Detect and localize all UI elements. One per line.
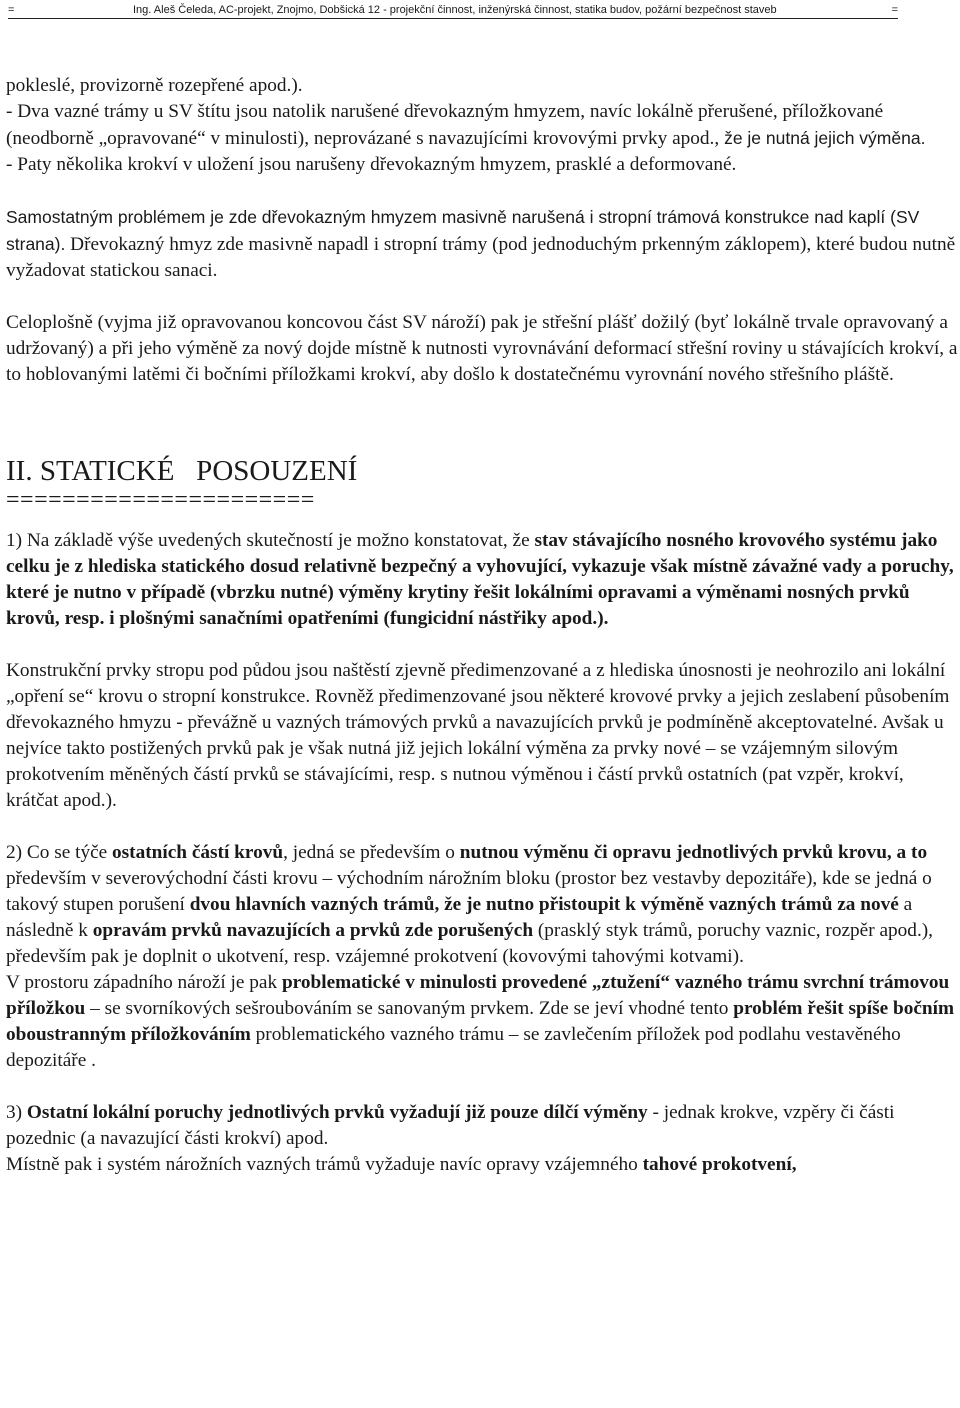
section-rule: ======================: [6, 487, 315, 513]
paragraph-ceiling-b: Dřevokazný hmyz zde masivně napadl i stropní trámy (pod jednoduchým prkenným záklopem), které budou nutně vyžadovat statickou sanaci.: [6, 234, 956, 281]
p3-text-1: 3): [6, 1102, 27, 1123]
paragraph-1: [6, 528, 958, 632]
header-right-mark: =: [891, 4, 898, 16]
paragraph-3: [6, 1100, 958, 1152]
p2-bold-2: nutnou výměnu či opravu jednotlivých prvků krovu, a to: [459, 842, 928, 863]
p2-text-2: , jedná se především o: [283, 842, 460, 863]
west-bold-2: problém řešit spíše bočním oboustranným příložkováním: [6, 998, 955, 1045]
document-body: [6, 73, 958, 1178]
p2-bold-4: opravám prvků navazujících a prvků zde porušených: [92, 920, 534, 941]
paragraph-1-text: 1) Na základě výše uvedených skutečností je možno konstatovat, že: [6, 530, 535, 551]
intro-item-2-text: - Dva vazné trámy u SV štítu jsou natolik narušené dřevokazným hmyzem, navíc lokálně přerušené, příložkované (neodborně „opravované“ v minulosti), neprovázané s navazujícími krovovými prvky apod.,: [6, 101, 884, 149]
intro-item-2-end: že je nutná jejich výměna.: [719, 128, 926, 148]
west-text-1: V prostoru západního nároží je pak: [6, 972, 282, 993]
p3-text-2: - jednak krokve, vzpěry či části pozednic (a navazující části krokví) apod.: [6, 1102, 895, 1149]
section-title: II. STATICKÉ POSOUZENÍ: [6, 455, 358, 487]
p2-text-1: 2) Co se týče: [6, 842, 113, 863]
header-text: Ing. Aleš Čeleda, AC-projekt, Znojmo, Dobšická 12 - projekční činnost, inženýrská činnost, statika budov, požární bezpečnost staveb: [133, 4, 777, 16]
intro-item-2: [6, 99, 958, 152]
paragraph-ceiling-a: Samostatným problémem je zde dřevokazným hmyzem masivně narušená i stropní trámová konstrukce nad kaplí (SV strana).: [6, 207, 920, 254]
paragraph-west-corner: [6, 970, 958, 1074]
p2-bold-3: dvou hlavních vazných trámů, že je nutno přistoupit k výměně vazných trámů za nové: [189, 894, 899, 915]
p2-text-3: především v severovýchodní části krovu – východním nárožním bloku (prostor bez vestavby depozitáře), kde se jedná o takový stupen porušení: [6, 868, 932, 915]
paragraph-corner-beams: [6, 1152, 958, 1178]
corner-bold-1: tahové prokotvení,: [642, 1154, 797, 1175]
p2-text-4: a následně k: [6, 894, 913, 941]
intro-item-3: - Paty několika krokví v uložení jsou narušeny dřevokazným hmyzem, prasklé a deformované.: [6, 154, 737, 175]
west-text-3: problematického vazného trámu – se zavlečením příložek pod podlahu vestavěného depozitáře .: [6, 1024, 901, 1071]
paragraph-2: [6, 840, 958, 970]
paragraph-structural-elements: Konstrukční prvky stropu pod půdou jsou naštěstí zjevně předimenzované a z hlediska únosnosti je neohrozilo ani lokální „opření se“ krovu o stropní konstrukce. Rovněž předimenzované jsou některé krovové prvky a jejich zeslabení působením dřevokazného hmyzu - převážně u vazných trámových prvků a navazujících prvků je podmíněně akceptovatelné. Avšak u nejvíce takto postižených prvků pak je však nutná již jejich lokální výměna za prvky nové – se vzájemným silovým prokotvením měněných částí prvků se stávajícími, resp. s nutnou výměnou i částí prvků ostatních (pat vzpěr, krokví, krátčat apod.).: [6, 660, 950, 811]
paragraph-ceiling: [6, 204, 958, 284]
paragraph-roof-cladding: Celoplošně (vyjma již opravovanou koncovou část SV nároží) pak je střešní plášť dožilý (byť lokálně trvale opravovaný a udržovaný) a při jeho výměně za nový dojde místně k nutnosti vyrovnávání deformací střešní roviny u stávajících krokví, a to hoblovanými latěmi či bočními příložkami krokví, aby došlo k dostatečnému vyrovnání nového střešního pláště.: [6, 312, 958, 385]
intro-line-1: pokleslé, provizorně rozepřené apod.).: [6, 75, 303, 96]
p2-text-5: (prasklý styk trámů, poruchy vaznic, rozpěr apod.), především pak je doplnit o ukotvení, resp. vzájemné prokotvení (kovovými tahovými kotvami).: [6, 920, 934, 967]
west-text-2: – se svorníkových sešroubováním se sanovaným prvkem. Zde se jeví vhodné tento: [85, 998, 734, 1019]
p2-bold-1: ostatních částí krovů: [112, 842, 284, 863]
p3-bold-1: Ostatní lokální poruchy jednotlivých prvků vyžadují již pouze dílčí výměny: [26, 1102, 648, 1123]
corner-text-1: Místně pak i systém nárožních vazných trámů vyžaduje navíc opravy vzájemného: [6, 1154, 643, 1175]
header-left-mark: =: [8, 4, 15, 16]
page-header: [8, 4, 898, 19]
paragraph-1-bold: stav stávajícího nosného krovového systému jako celku je z hlediska statického dosud relativně bezpečný a vyhovující, vykazuje však místně závažné vady a poruchy, které je nutno v případě (vbrzku nutné) výměny krytiny řešit lokálními opravami a výměnami nosných prvků krovů, resp. i plošnými sanačními opatřeními (fungicidní nástřiky apod.).: [6, 530, 954, 629]
west-bold-1: problematické v minulosti provedené „ztužení“ vazného trámu svrchní trámovou příložkou: [6, 972, 950, 1019]
